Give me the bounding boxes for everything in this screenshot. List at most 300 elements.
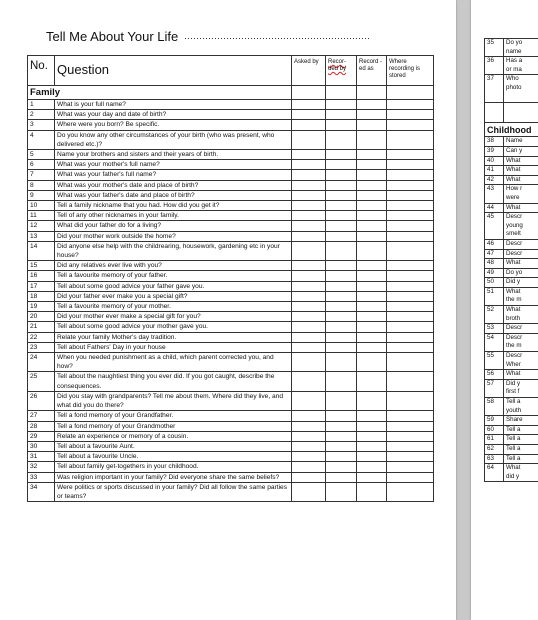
- asked-by-cell: [292, 421, 326, 431]
- table-row: [485, 454, 538, 464]
- table-row: [28, 110, 434, 120]
- table-row: [485, 306, 538, 324]
- question-number: 57: [485, 379, 504, 397]
- question-number: 36: [485, 57, 504, 75]
- table-row: [485, 324, 538, 334]
- table-row: [28, 482, 434, 501]
- question-number: 49: [485, 268, 504, 278]
- recorded-as-cell: [357, 462, 387, 472]
- empty-cell: [292, 86, 326, 100]
- recorded-as-cell: [357, 130, 387, 149]
- question-text: Where were you born? Be specific.: [55, 120, 292, 130]
- recorded-as-cell: [357, 201, 387, 211]
- recorded-by-cell: [326, 120, 357, 130]
- storage-cell: [387, 201, 434, 211]
- question-number: 64: [485, 464, 504, 482]
- question-text: What is your full name?: [55, 100, 292, 110]
- asked-by-cell: [292, 221, 326, 231]
- table-row: [28, 322, 434, 332]
- asked-by-cell: [292, 201, 326, 211]
- storage-cell: [387, 462, 434, 472]
- question-number: 38: [485, 137, 504, 147]
- question-text: Tell a favourite memory of your father.: [55, 271, 292, 281]
- recorded-by-cell: [326, 431, 357, 441]
- question-text: Did y first f: [504, 379, 538, 397]
- asked-by-cell: [292, 160, 326, 170]
- header-recorded-as: Record -ed as: [357, 56, 387, 86]
- recorded-by-cell: [326, 482, 357, 501]
- recorded-by-cell: [326, 472, 357, 482]
- question-text: Tell about the naughtiest thing you ever did. If you got caught, describe the consequences.: [55, 372, 292, 391]
- table-row: [28, 472, 434, 482]
- recorded-by-cell: [326, 411, 357, 421]
- storage-cell: [387, 211, 434, 221]
- recorded-as-cell: [357, 160, 387, 170]
- recorded-as-cell: [357, 353, 387, 372]
- recorded-by-cell: [326, 150, 357, 160]
- table-row: [485, 185, 538, 203]
- recorded-by-cell: [326, 201, 357, 211]
- asked-by-cell: [292, 441, 326, 451]
- table-row: [28, 372, 434, 391]
- question-text: When you needed punishment as a child, which parent corrected you, and how?: [55, 353, 292, 372]
- question-text: What: [504, 166, 538, 176]
- left-table-body: [28, 86, 434, 502]
- table-row: [28, 201, 434, 211]
- question-text: Tell about some good advice your father gave you.: [55, 281, 292, 291]
- table-row: [28, 221, 434, 231]
- question-number: 25: [28, 372, 55, 391]
- table-row: [485, 287, 538, 305]
- storage-cell: [387, 441, 434, 451]
- asked-by-cell: [292, 261, 326, 271]
- asked-by-cell: [292, 291, 326, 301]
- table-row: [485, 239, 538, 249]
- recorded-as-cell: [357, 332, 387, 342]
- table-row: [485, 259, 538, 269]
- recorded-as-cell: [357, 391, 387, 410]
- asked-by-cell: [292, 231, 326, 241]
- question-text: Do yo name: [504, 39, 538, 57]
- recorded-as-cell: [357, 170, 387, 180]
- recorded-as-cell: [357, 312, 387, 322]
- question-number: 27: [28, 411, 55, 421]
- table-row: [485, 379, 538, 397]
- question-number: [485, 103, 504, 123]
- asked-by-cell: [292, 462, 326, 472]
- question-number: 17: [28, 281, 55, 291]
- question-number: 44: [485, 203, 504, 213]
- recorded-by-cell: [326, 231, 357, 241]
- question-number: 41: [485, 166, 504, 176]
- question-text: Did your father ever make you a special gift?: [55, 291, 292, 301]
- question-text: Do yo: [504, 268, 538, 278]
- question-text: Tell about Fathers' Day in your house: [55, 342, 292, 352]
- table-row: [485, 175, 538, 185]
- recorded-as-cell: [357, 120, 387, 130]
- question-number: 28: [28, 421, 55, 431]
- storage-cell: [387, 482, 434, 501]
- question-text: Tell about a favourite Uncle.: [55, 452, 292, 462]
- question-number: 43: [485, 185, 504, 203]
- recorded-by-cell: [326, 100, 357, 110]
- asked-by-cell: [292, 130, 326, 149]
- question-number: 56: [485, 370, 504, 380]
- section-heading: Childhood: [485, 123, 538, 137]
- question-number: 20: [28, 312, 55, 322]
- question-number: 19: [28, 302, 55, 312]
- recorded-as-cell: [357, 231, 387, 241]
- recorded-by-cell: [326, 452, 357, 462]
- question-text: Do you know any other circumstances of your birth (who was present, who delivered etc.)?: [55, 130, 292, 149]
- table-header-row: [28, 56, 434, 86]
- question-number: 34: [28, 482, 55, 501]
- question-number: 4: [28, 130, 55, 149]
- asked-by-cell: [292, 482, 326, 501]
- table-row: [485, 249, 538, 259]
- table-row: [28, 241, 434, 260]
- question-number: 11: [28, 211, 55, 221]
- question-text: Tell a youth: [504, 398, 538, 416]
- question-text: Descr young smelt: [504, 213, 538, 240]
- question-number: 26: [28, 391, 55, 410]
- document-page-right: [471, 0, 538, 620]
- asked-by-cell: [292, 342, 326, 352]
- table-row: [485, 370, 538, 380]
- question-table-continued: [484, 38, 538, 482]
- asked-by-cell: [292, 312, 326, 322]
- table-row: [28, 342, 434, 352]
- header-asked-by: Asked by: [292, 56, 326, 86]
- storage-cell: [387, 411, 434, 421]
- question-text: What: [504, 259, 538, 269]
- question-number: 8: [28, 180, 55, 190]
- question-text: Tell a: [504, 425, 538, 435]
- asked-by-cell: [292, 190, 326, 200]
- question-number: 1: [28, 100, 55, 110]
- question-text: Can y: [504, 146, 538, 156]
- recorded-by-cell: [326, 291, 357, 301]
- table-row: [485, 425, 538, 435]
- asked-by-cell: [292, 372, 326, 391]
- table-row: [485, 166, 538, 176]
- question-number: 2: [28, 110, 55, 120]
- question-number: 18: [28, 291, 55, 301]
- header-no: No.: [28, 56, 55, 86]
- storage-cell: [387, 160, 434, 170]
- storage-cell: [387, 322, 434, 332]
- storage-cell: [387, 302, 434, 312]
- table-row: [28, 170, 434, 180]
- table-row: [28, 160, 434, 170]
- question-text: Tell about family get-togethers in your childhood.: [55, 462, 292, 472]
- storage-cell: [387, 312, 434, 322]
- question-text: Tell a: [504, 435, 538, 445]
- recorded-by-cell: [326, 322, 357, 332]
- question-number: 54: [485, 333, 504, 351]
- table-row: [28, 150, 434, 160]
- storage-cell: [387, 180, 434, 190]
- table-row: [28, 353, 434, 372]
- asked-by-cell: [292, 281, 326, 291]
- header-question: Question: [55, 56, 292, 86]
- question-number: 37: [485, 75, 504, 103]
- storage-cell: [387, 391, 434, 410]
- recorded-as-cell: [357, 411, 387, 421]
- question-number: 29: [28, 431, 55, 441]
- recorded-by-cell: [326, 342, 357, 352]
- question-number: 52: [485, 306, 504, 324]
- recorded-as-cell: [357, 150, 387, 160]
- storage-cell: [387, 130, 434, 149]
- question-number: 31: [28, 452, 55, 462]
- storage-cell: [387, 110, 434, 120]
- recorded-as-cell: [357, 302, 387, 312]
- table-row: [485, 156, 538, 166]
- title-text: Tell Me About Your Life: [46, 29, 179, 44]
- table-row: [485, 333, 538, 351]
- question-number: 48: [485, 259, 504, 269]
- question-number: 50: [485, 278, 504, 288]
- question-number: 32: [28, 462, 55, 472]
- question-number: 14: [28, 241, 55, 260]
- table-row: [28, 211, 434, 221]
- table-row: [28, 190, 434, 200]
- recorded-by-cell: [326, 110, 357, 120]
- section-row-childhood: [485, 123, 538, 137]
- question-text: What broth: [504, 306, 538, 324]
- question-number: 6: [28, 160, 55, 170]
- table-row: [28, 302, 434, 312]
- question-text: Tell a family nickname that you had. How did you get it?: [55, 201, 292, 211]
- question-number: 55: [485, 352, 504, 370]
- recorded-by-cell: [326, 441, 357, 451]
- question-text: Did your mother work outside the home?: [55, 231, 292, 241]
- recorded-as-cell: [357, 421, 387, 431]
- document-title: [46, 29, 370, 44]
- storage-cell: [387, 421, 434, 431]
- recorded-as-cell: [357, 281, 387, 291]
- table-row: [28, 421, 434, 431]
- asked-by-cell: [292, 100, 326, 110]
- question-number: 46: [485, 239, 504, 249]
- asked-by-cell: [292, 170, 326, 180]
- asked-by-cell: [292, 180, 326, 190]
- question-number: 13: [28, 231, 55, 241]
- table-row: [485, 416, 538, 426]
- recorded-by-cell: [326, 421, 357, 431]
- recorded-as-cell: [357, 342, 387, 352]
- question-text: Tell a fond memory of your Grandfather.: [55, 411, 292, 421]
- question-text: Were politics or sports discussed in your family? Did all follow the same parties or teams?: [55, 482, 292, 501]
- recorded-by-cell: [326, 241, 357, 260]
- question-number: 12: [28, 221, 55, 231]
- table-row: [485, 203, 538, 213]
- section-row-family: [28, 86, 434, 100]
- recorded-as-cell: [357, 452, 387, 462]
- question-number: 16: [28, 271, 55, 281]
- storage-cell: [387, 221, 434, 231]
- question-text: What was your mother's full name?: [55, 160, 292, 170]
- question-text: Descr: [504, 324, 538, 334]
- storage-cell: [387, 190, 434, 200]
- recorded-as-cell: [357, 372, 387, 391]
- storage-cell: [387, 342, 434, 352]
- question-number: 59: [485, 416, 504, 426]
- recorded-by-cell: [326, 312, 357, 322]
- storage-cell: [387, 472, 434, 482]
- asked-by-cell: [292, 271, 326, 281]
- asked-by-cell: [292, 452, 326, 462]
- recorded-by-cell: [326, 391, 357, 410]
- question-number: 9: [28, 190, 55, 200]
- recorded-as-cell: [357, 271, 387, 281]
- table-row: [485, 137, 538, 147]
- question-text: What did y: [504, 464, 538, 482]
- storage-cell: [387, 231, 434, 241]
- question-text: What was your mother's date and place of birth?: [55, 180, 292, 190]
- question-text: Descr the m: [504, 333, 538, 351]
- question-number: 15: [28, 261, 55, 271]
- asked-by-cell: [292, 332, 326, 342]
- question-number: 39: [485, 146, 504, 156]
- section-heading: Family: [28, 86, 292, 100]
- question-text: Has a or ma: [504, 57, 538, 75]
- asked-by-cell: [292, 302, 326, 312]
- asked-by-cell: [292, 391, 326, 410]
- storage-cell: [387, 120, 434, 130]
- asked-by-cell: [292, 120, 326, 130]
- table-row: [28, 231, 434, 241]
- question-number: 21: [28, 322, 55, 332]
- table-row: [485, 278, 538, 288]
- storage-cell: [387, 291, 434, 301]
- question-text: What: [504, 203, 538, 213]
- question-text: Did your mother ever make a special gift for you?: [55, 312, 292, 322]
- empty-cell: [326, 86, 357, 100]
- table-row: [28, 261, 434, 271]
- recorded-by-cell: [326, 353, 357, 372]
- title-fill-dots: ..............................................................: [184, 31, 371, 41]
- question-number: 33: [28, 472, 55, 482]
- question-text: How r were: [504, 185, 538, 203]
- table-row: [28, 180, 434, 190]
- question-number: 7: [28, 170, 55, 180]
- table-row: [28, 391, 434, 410]
- recorded-as-cell: [357, 472, 387, 482]
- empty-cell: [387, 86, 434, 100]
- table-row: [28, 100, 434, 110]
- table-row: [485, 444, 538, 454]
- table-row: [28, 291, 434, 301]
- table-row: [28, 431, 434, 441]
- table-row: [28, 462, 434, 472]
- asked-by-cell: [292, 150, 326, 160]
- recorded-by-cell: [326, 170, 357, 180]
- asked-by-cell: [292, 353, 326, 372]
- recorded-by-cell: [326, 211, 357, 221]
- question-number: 51: [485, 287, 504, 305]
- question-text: What: [504, 370, 538, 380]
- header-recorded-by: [326, 56, 357, 86]
- recorded-by-cell: [326, 372, 357, 391]
- table-row: [485, 39, 538, 57]
- question-number: 30: [28, 441, 55, 451]
- recorded-as-cell: [357, 441, 387, 451]
- table-row: [28, 452, 434, 462]
- right-table-body: [485, 39, 538, 482]
- question-number: 5: [28, 150, 55, 160]
- empty-cell: [357, 86, 387, 100]
- table-row: [485, 398, 538, 416]
- question-text: Relate your family Mother's day tradition.: [55, 332, 292, 342]
- table-row: [485, 146, 538, 156]
- question-number: 24: [28, 353, 55, 372]
- question-text: Did any relatives ever live with you?: [55, 261, 292, 271]
- question-number: 47: [485, 249, 504, 259]
- storage-cell: [387, 353, 434, 372]
- storage-cell: [387, 431, 434, 441]
- question-text: What did your father do for a living?: [55, 221, 292, 231]
- table-row: [485, 103, 538, 123]
- recorded-by-cell: [326, 302, 357, 312]
- question-text: Tell a: [504, 444, 538, 454]
- recorded-by-cell: [326, 332, 357, 342]
- recorded-by-cell: [326, 160, 357, 170]
- table-row: [485, 464, 538, 482]
- question-number: 45: [485, 213, 504, 240]
- question-text: Tell a favourite memory of your mother.: [55, 302, 292, 312]
- recorded-as-cell: [357, 180, 387, 190]
- asked-by-cell: [292, 322, 326, 332]
- question-number: 42: [485, 175, 504, 185]
- storage-cell: [387, 100, 434, 110]
- question-text: Did y: [504, 278, 538, 288]
- storage-cell: [387, 261, 434, 271]
- header-where-stored: Where recording is stored: [387, 56, 434, 86]
- question-text: Tell a: [504, 454, 538, 464]
- question-number: 63: [485, 454, 504, 464]
- recorded-by-cell: [326, 261, 357, 271]
- question-number: 10: [28, 201, 55, 211]
- table-row: [28, 312, 434, 322]
- question-table: [27, 55, 434, 502]
- question-text: Name: [504, 137, 538, 147]
- asked-by-cell: [292, 211, 326, 221]
- asked-by-cell: [292, 411, 326, 421]
- question-number: 53: [485, 324, 504, 334]
- table-row: [485, 213, 538, 240]
- recorded-as-cell: [357, 322, 387, 332]
- question-number: 40: [485, 156, 504, 166]
- table-row: [485, 435, 538, 445]
- question-number: 3: [28, 120, 55, 130]
- question-text: [504, 103, 538, 123]
- storage-cell: [387, 271, 434, 281]
- question-text: What was your father's full name?: [55, 170, 292, 180]
- table-row: [28, 332, 434, 342]
- question-number: 60: [485, 425, 504, 435]
- storage-cell: [387, 281, 434, 291]
- question-text: Descr Wher: [504, 352, 538, 370]
- storage-cell: [387, 332, 434, 342]
- table-row: [28, 441, 434, 451]
- question-number: 23: [28, 342, 55, 352]
- asked-by-cell: [292, 472, 326, 482]
- question-text: Did you stay with grandparents? Tell me about them. Where did they live, and what did you do there?: [55, 391, 292, 410]
- question-text: What was your father's date and place of birth?: [55, 190, 292, 200]
- question-text: Tell about some good advice your mother gave you.: [55, 322, 292, 332]
